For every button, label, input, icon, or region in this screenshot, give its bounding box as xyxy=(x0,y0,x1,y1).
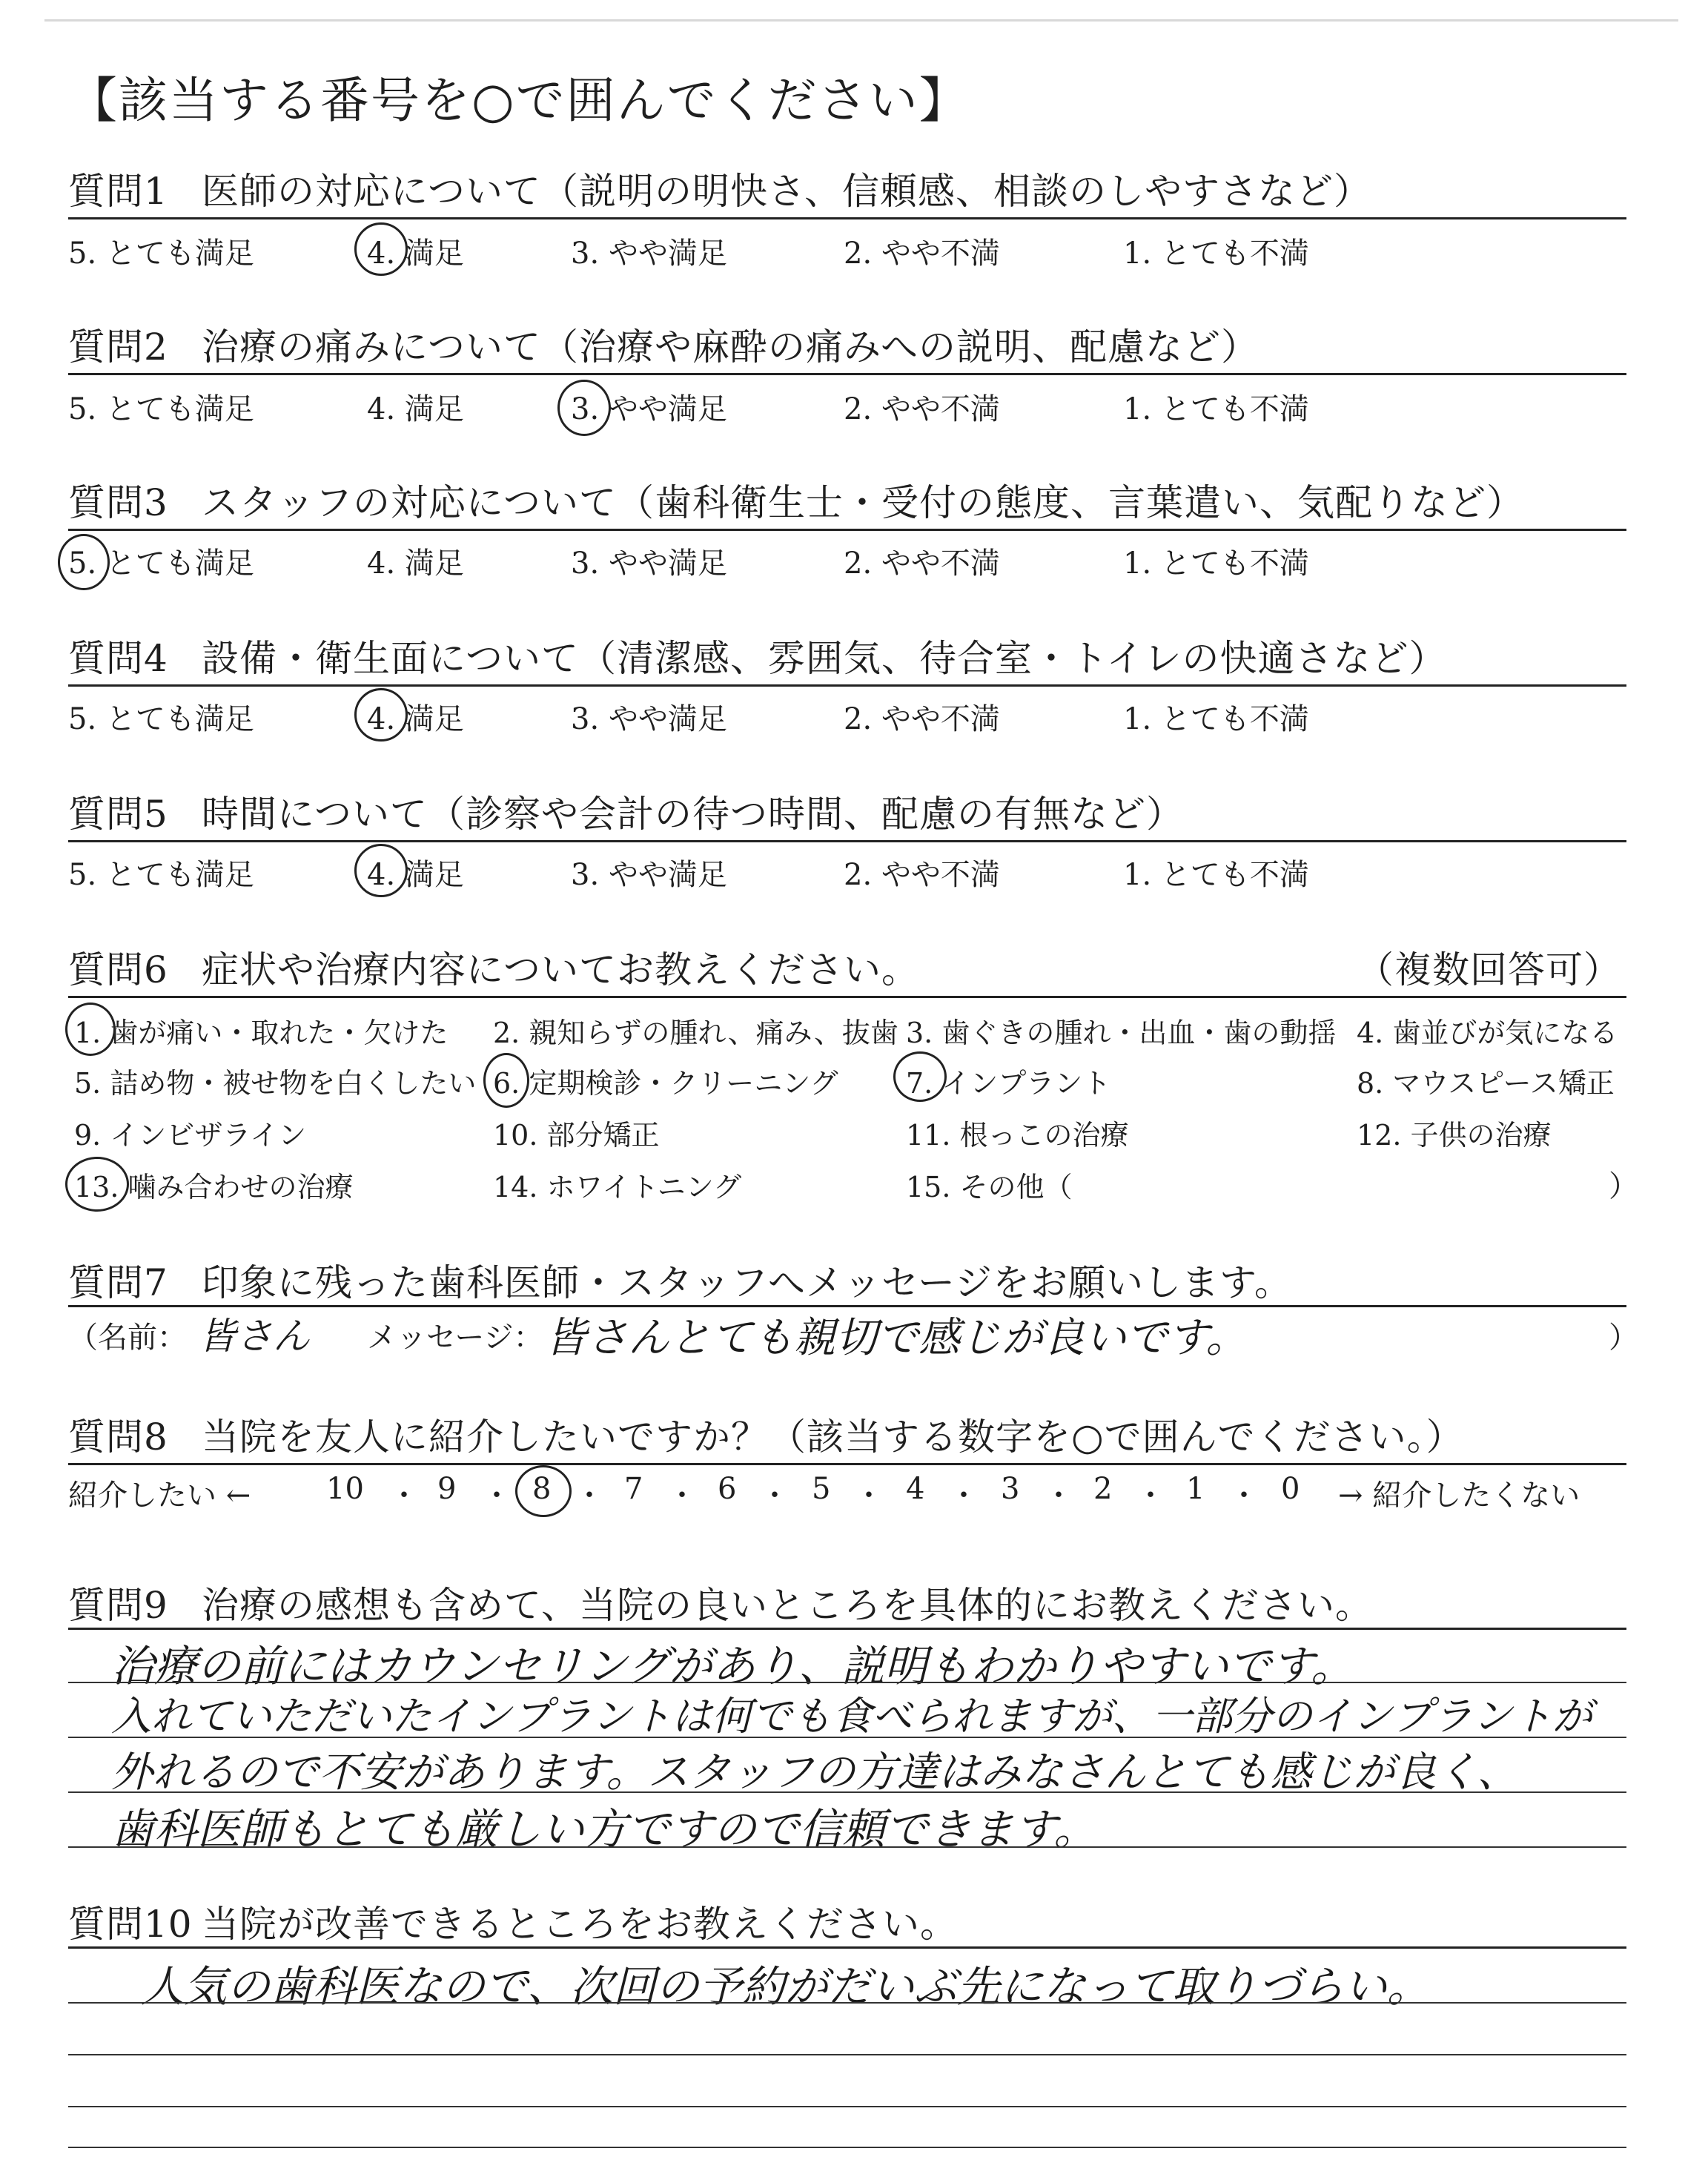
selection-circle xyxy=(65,1003,116,1056)
q4-option-1[interactable]: 1. とても不満 xyxy=(1123,702,1309,736)
q6-option-9[interactable]: 9. インビザライン xyxy=(74,1119,307,1152)
question-text: 時間について（診察や会計の待つ時間、配慮の有無など） xyxy=(202,793,1184,836)
question-text: 医師の対応について（説明の明快さ、信頼感、相談のしやすさなど） xyxy=(202,170,1371,213)
score-sep: ・ xyxy=(667,1479,697,1513)
question-number: 質問9 xyxy=(68,1584,168,1627)
message-value[interactable]: 皆さんとても親切で感じが良いです。 xyxy=(545,1314,1248,1362)
q3-option-5[interactable]: 5. とても満足 xyxy=(68,546,254,581)
q6-option-13[interactable]: 13. 噛み合わせの治療 xyxy=(74,1171,354,1203)
selection-circle xyxy=(483,1053,529,1108)
question-text: 治療の痛みについて（治療や麻酔の痛みへの説明、配慮など） xyxy=(202,326,1259,369)
question-number: 質問1 xyxy=(68,170,168,213)
q9-answer-line-1[interactable]: 治療の前にはカウンセリングがあり、説明もわかりやすいです。 xyxy=(111,1641,1354,1691)
selection-circle xyxy=(354,844,408,897)
selection-circle xyxy=(354,222,408,276)
score-sep: ・ xyxy=(482,1479,512,1513)
q2-option-1[interactable]: 1. とても不満 xyxy=(1123,392,1309,426)
question-number: 質問6 xyxy=(68,948,168,991)
question-text: 当院が改善できるところをお教えください。 xyxy=(202,1903,958,1946)
selection-circle xyxy=(354,688,408,742)
q1-option-2[interactable]: 2. やや不満 xyxy=(844,237,1000,271)
score-sep: ・ xyxy=(760,1479,790,1513)
question-7 xyxy=(68,1253,1292,1307)
recommend-right-label: → 紹介したくない xyxy=(1338,1479,1580,1513)
answer-rule xyxy=(68,1846,1626,1848)
answer-rule xyxy=(68,2106,1626,2107)
q3-option-3[interactable]: 3. やや満足 xyxy=(571,546,727,581)
score-sep: ・ xyxy=(1044,1479,1073,1513)
score-sep: ・ xyxy=(949,1479,979,1513)
divider xyxy=(68,1463,1626,1465)
other-close-paren: ） xyxy=(1609,1169,1638,1203)
question-5 xyxy=(68,785,1184,838)
answer-rule xyxy=(68,2147,1626,2148)
question-text: 治療の感想も含めて、当院の良いところを具体的にお教えください。 xyxy=(202,1584,1373,1627)
q6-option-10[interactable]: 10. 部分矯正 xyxy=(493,1119,660,1152)
divider xyxy=(68,217,1626,219)
question-8 xyxy=(68,1407,1464,1461)
q6-option-14[interactable]: 14. ホワイトニング xyxy=(493,1171,742,1203)
q5-option-5[interactable]: 5. とても満足 xyxy=(68,858,254,892)
divider xyxy=(68,996,1626,998)
divider xyxy=(68,684,1626,687)
q2-option-2[interactable]: 2. やや不満 xyxy=(844,392,1000,426)
score-sep: ・ xyxy=(854,1479,884,1513)
sheet-heading: 【該当する番号を○で囲んでください】 xyxy=(68,72,970,129)
question-text: 当院を友人に紹介したいですか？（該当する数字を○で囲んでください。） xyxy=(202,1416,1464,1459)
q5-option-2[interactable]: 2. やや不満 xyxy=(844,858,1000,892)
q5-option-1[interactable]: 1. とても不満 xyxy=(1123,858,1309,892)
score-5[interactable]: 5 xyxy=(812,1472,831,1506)
q4-option-4[interactable]: 4. 満足 xyxy=(367,702,464,736)
question-number: 質問7 xyxy=(68,1261,168,1304)
q5-option-3[interactable]: 3. やや満足 xyxy=(571,858,727,892)
q5-option-4[interactable]: 4. 満足 xyxy=(367,858,464,892)
answer-rule xyxy=(68,2054,1626,2055)
question-2 xyxy=(68,317,1259,371)
question-1 xyxy=(68,162,1371,215)
score-8[interactable]: 8 xyxy=(532,1472,552,1506)
divider xyxy=(68,373,1626,375)
q6-option-6[interactable]: 6. 定期検診・クリーニング xyxy=(493,1067,838,1100)
question-text: スタッフの対応について（歯科衛生士・受付の態度、言葉遣い、気配りなど） xyxy=(202,481,1524,524)
question-3 xyxy=(68,473,1524,526)
answer-rule xyxy=(68,2002,1626,2004)
q1-option-1[interactable]: 1. とても不満 xyxy=(1123,237,1309,271)
score-7[interactable]: 7 xyxy=(624,1472,643,1506)
q4-option-3[interactable]: 3. やや満足 xyxy=(571,702,727,736)
message-label: メッセージ： xyxy=(367,1321,543,1355)
message-close-paren: ） xyxy=(1609,1321,1638,1355)
q1-option-5[interactable]: 5. とても満足 xyxy=(68,237,254,271)
q4-option-5[interactable]: 5. とても満足 xyxy=(68,702,254,736)
question-6 xyxy=(68,940,919,994)
q9-answer-line-2[interactable]: 入れていただいたインプラントは何でも食べられますが、一部分のインプラントが xyxy=(111,1693,1592,1740)
selection-circle xyxy=(65,1157,129,1212)
q2-option-5[interactable]: 5. とても満足 xyxy=(68,392,254,426)
question-4 xyxy=(68,629,1447,682)
answer-rule xyxy=(68,1682,1626,1683)
q3-option-1[interactable]: 1. とても不満 xyxy=(1123,546,1309,581)
question-text: 印象に残った歯科医師・スタッフへメッセージをお願いします。 xyxy=(202,1261,1292,1304)
q6-option-3[interactable]: 3. 歯ぐきの腫れ・出血・歯の動揺 xyxy=(906,1017,1337,1049)
answer-rule xyxy=(68,1737,1626,1738)
q6-option-5[interactable]: 5. 詰め物・被せ物を白くしたい xyxy=(74,1067,477,1100)
q1-option-3[interactable]: 3. やや満足 xyxy=(571,237,727,271)
selection-circle xyxy=(58,534,110,590)
question-number: 質問5 xyxy=(68,793,168,836)
question-number: 質問4 xyxy=(68,637,168,680)
q6-option-7[interactable]: 7. インプラント xyxy=(906,1067,1111,1100)
q4-option-2[interactable]: 2. やや不満 xyxy=(844,702,1000,736)
q9-answer-line-3[interactable]: 外れるので不安があります。スタッフの方達はみなさんとても感じが良く、 xyxy=(111,1748,1519,1797)
name-value[interactable]: 皆さん xyxy=(199,1315,310,1358)
score-sep: ・ xyxy=(389,1479,419,1513)
recommend-left-label: 紹介したい ← xyxy=(68,1479,251,1513)
score-sep: ・ xyxy=(575,1479,604,1513)
score-1[interactable]: 1 xyxy=(1186,1472,1205,1506)
divider xyxy=(68,529,1626,531)
question-number: 質問8 xyxy=(68,1416,168,1459)
q9-answer-line-4[interactable]: 歯科医師もとても厳しい方ですので信頼できます。 xyxy=(111,1804,1097,1855)
q6-option-8[interactable]: 8. マウスピース矯正 xyxy=(1357,1067,1615,1100)
score-6[interactable]: 6 xyxy=(718,1472,737,1506)
divider xyxy=(68,1628,1626,1630)
q10-answer-line-1[interactable]: 人気の歯科医なので、次回の予約がだいぶ先になって取りづらい。 xyxy=(141,1961,1430,2012)
divider xyxy=(68,1946,1626,1949)
top-border xyxy=(44,19,1678,22)
q6-option-15[interactable]: 15. その他（ xyxy=(906,1171,1073,1203)
score-sep: ・ xyxy=(1136,1479,1165,1513)
q6-option-1[interactable]: 1. 歯が痛い・取れた・欠けた xyxy=(74,1017,448,1049)
answer-rule xyxy=(68,1791,1626,1793)
q3-option-4[interactable]: 4. 満足 xyxy=(367,546,464,581)
q3-option-2[interactable]: 2. やや不満 xyxy=(844,546,1000,581)
q6-option-2[interactable]: 2. 親知らずの腫れ、痛み、抜歯 xyxy=(493,1017,898,1049)
multiple-answers-note: （複数回答可） xyxy=(1357,948,1621,991)
q1-option-4[interactable]: 4. 満足 xyxy=(367,237,464,271)
q6-option-4[interactable]: 4. 歯並びが気になる xyxy=(1357,1017,1618,1049)
score-2[interactable]: 2 xyxy=(1093,1472,1113,1506)
score-10[interactable]: 10 xyxy=(326,1472,364,1506)
question-9 xyxy=(68,1576,1373,1629)
selection-circle xyxy=(515,1465,572,1517)
q2-option-4[interactable]: 4. 満足 xyxy=(367,392,464,426)
question-number: 質問3 xyxy=(68,481,168,524)
divider xyxy=(68,840,1626,842)
name-label: （名前： xyxy=(68,1321,187,1355)
q6-option-11[interactable]: 11. 根っこの治療 xyxy=(906,1119,1129,1152)
score-4[interactable]: 4 xyxy=(906,1472,925,1506)
score-3[interactable]: 3 xyxy=(1001,1472,1020,1506)
score-9[interactable]: 9 xyxy=(437,1472,457,1506)
q6-option-12[interactable]: 12. 子供の治療 xyxy=(1357,1119,1552,1152)
score-sep: ・ xyxy=(1229,1479,1259,1513)
question-number: 質問2 xyxy=(68,326,168,369)
score-0[interactable]: 0 xyxy=(1281,1472,1300,1506)
q2-option-3[interactable]: 3. やや満足 xyxy=(571,392,727,426)
question-10 xyxy=(68,1895,958,1948)
selection-circle xyxy=(893,1051,947,1102)
question-text: 症状や治療内容についてお教えください。 xyxy=(202,948,919,991)
selection-circle xyxy=(557,380,611,436)
question-number: 質問10 xyxy=(68,1903,193,1946)
question-text: 設備・衛生面について（清潔感、雰囲気、待合室・トイレの快適さなど） xyxy=(202,637,1447,680)
